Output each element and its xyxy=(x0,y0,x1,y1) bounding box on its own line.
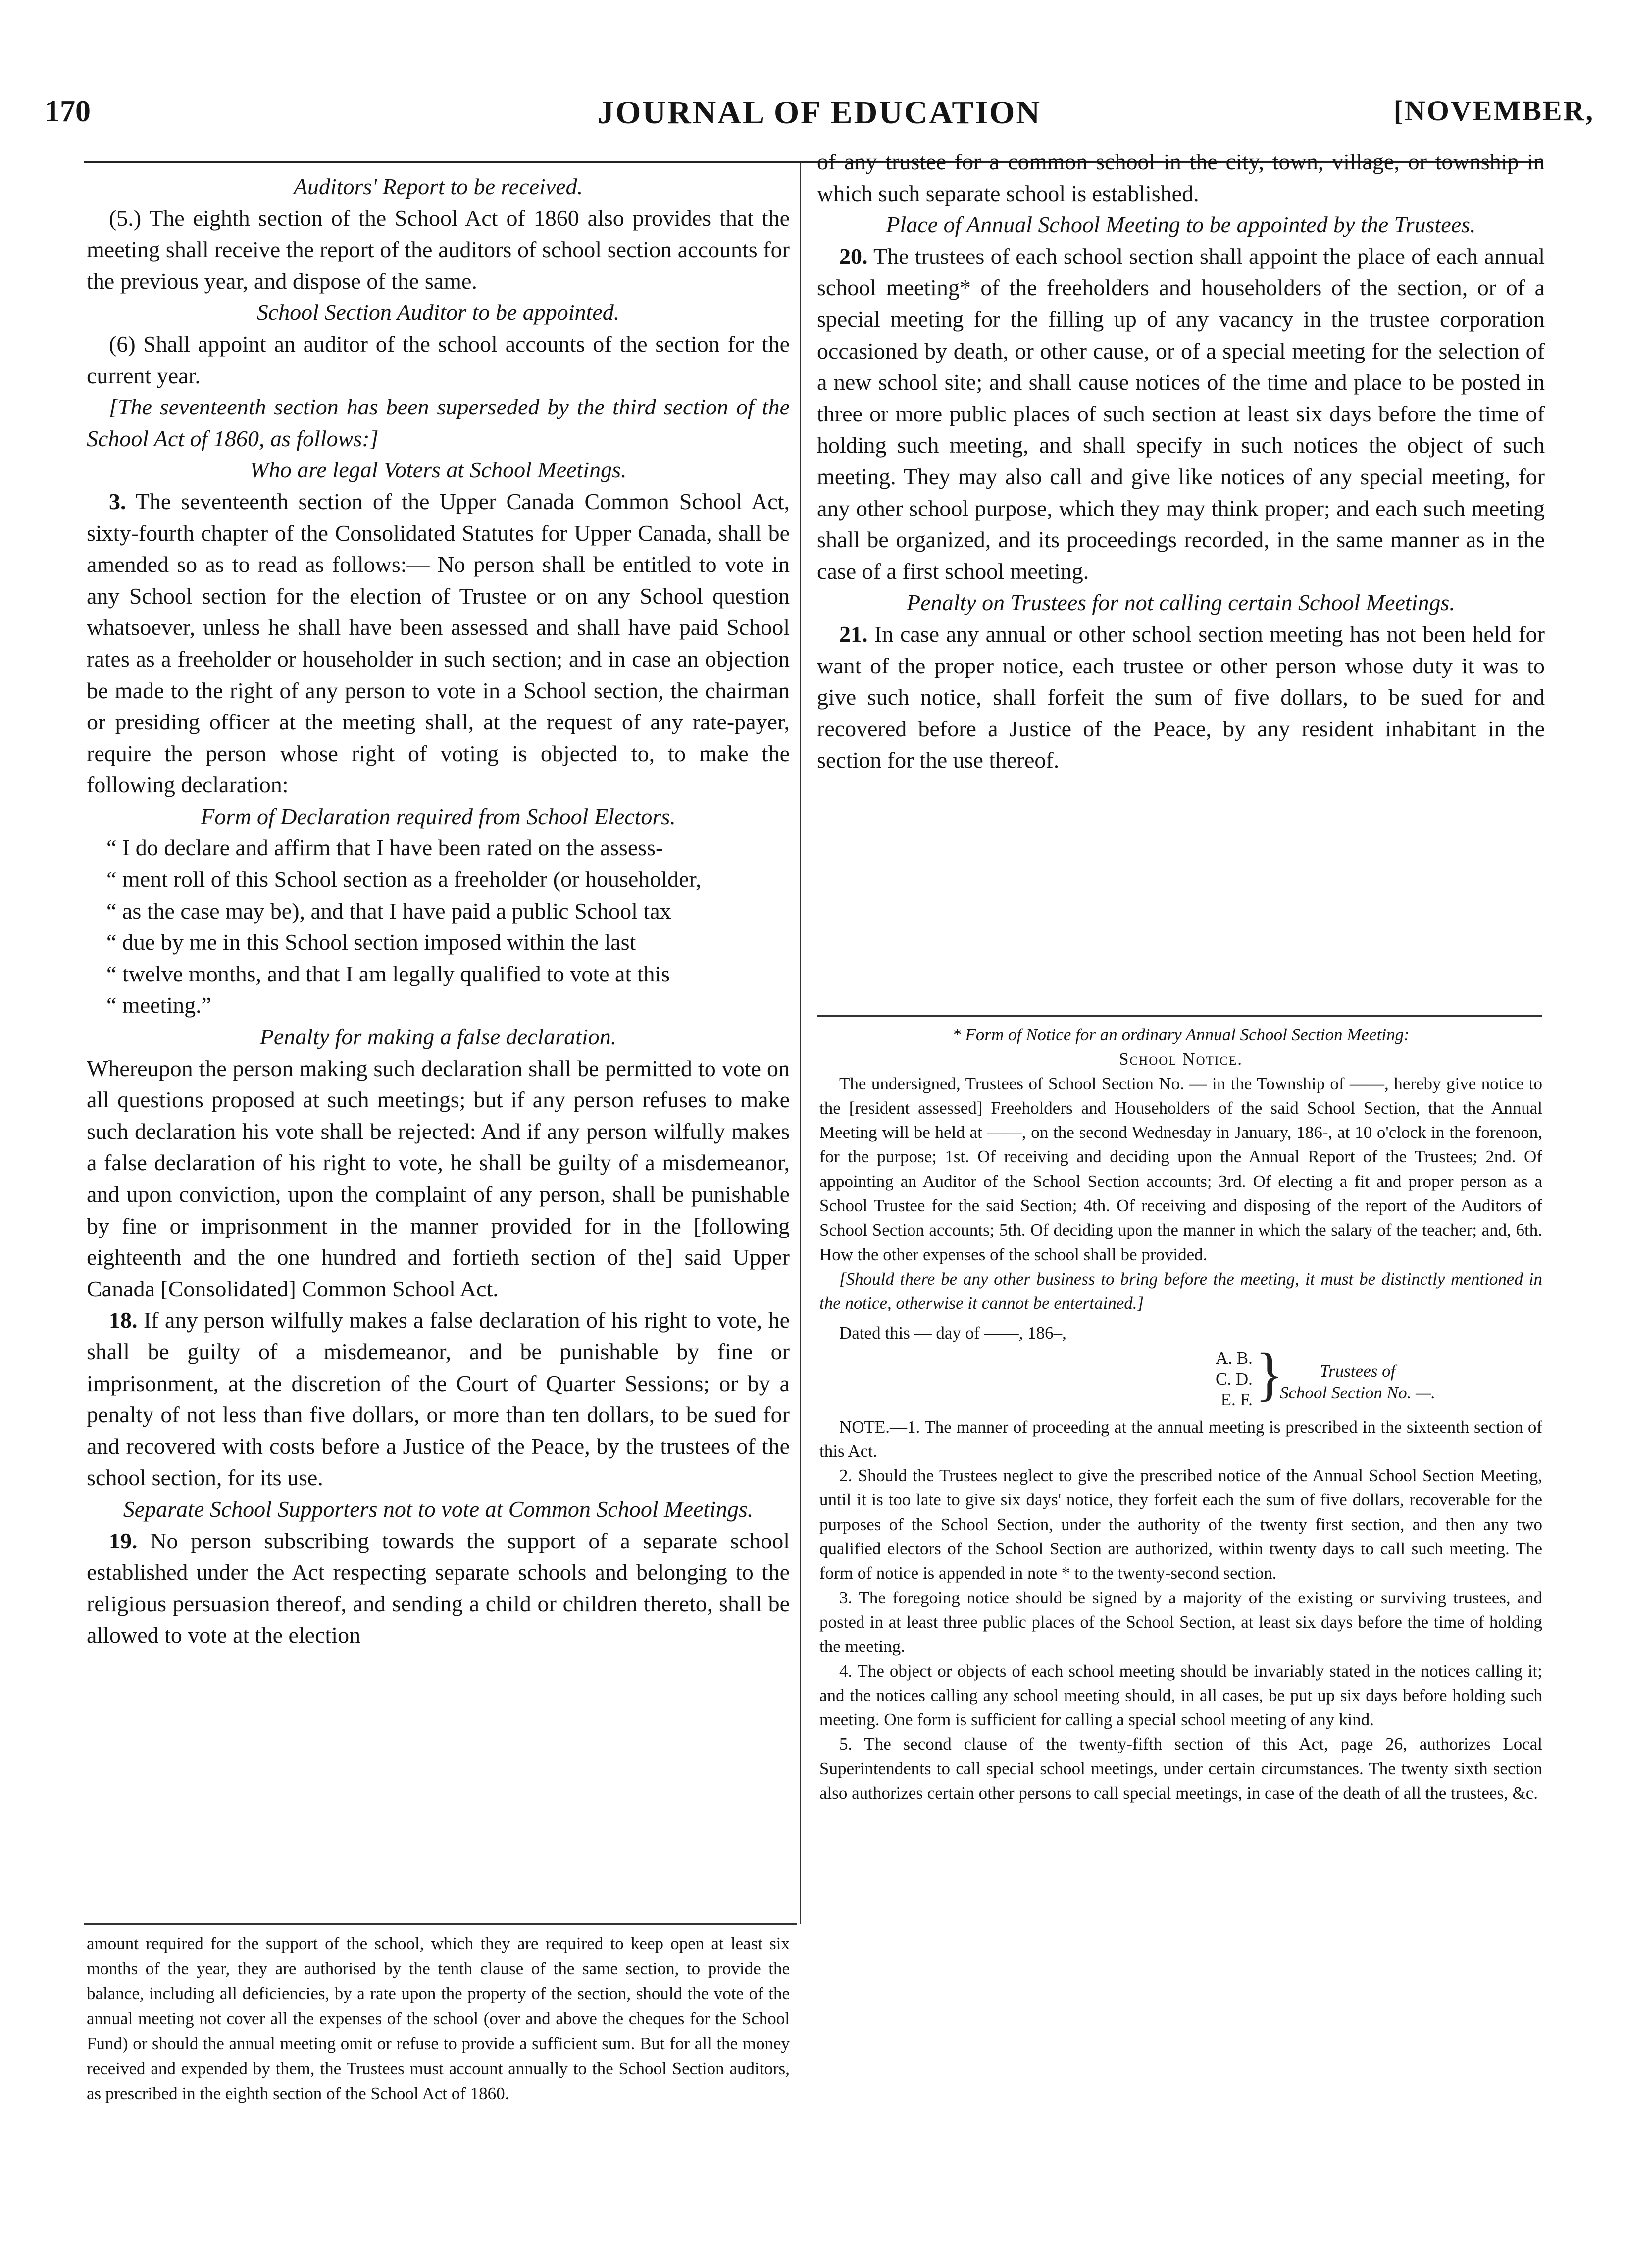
dated-line: Dated this — day of ——, 186–, xyxy=(839,1323,1066,1342)
signer: E. F. xyxy=(1220,1390,1253,1409)
paragraph-5: (5.) The eighth section of the School Act of 1860 also provides that the meeting shall receive the report of the auditors of school section accounts for the previous year, and dispose of the same. xyxy=(87,205,790,294)
left-footnote xyxy=(87,1931,790,2107)
note-1: NOTE.—1. The manner of proceeding at the annual meeting is prescribed in the sixteenth section of this Act. xyxy=(819,1417,1542,1461)
footnote-rule xyxy=(84,1923,797,1925)
section-text: The trustees of each school section shall appoint the place of each annual school meeting* of the freeholders and householders of the section, or of a special meeting for the filling up of any vacancy in the trustee corporation occasioned by death, or other cause, or of a special meeting for the selection of a new school site; and shall cause notices of the time and place to be posted in three or more public places of such section at least six days before the time of holding such meeting, and shall specify in such notices the object of such meeting. They may also call and give like notices of any special meeting, for any other school purpose, which they may think proper; and each such meeting shall be organized, and its proceedings recorded, in the same manner as in the case of a first school meeting. xyxy=(817,243,1545,584)
signer: A. B. xyxy=(1216,1348,1253,1368)
trustees-line: School Section No. —. xyxy=(1280,1383,1435,1402)
section-19-continued: of any trustee for a common school in the city, town, village, or township in which such separate school is established. xyxy=(817,149,1545,206)
journal-title: JOURNAL OF EDUCATION xyxy=(597,95,1042,131)
signer-initials xyxy=(1216,1348,1253,1410)
section-20 xyxy=(817,241,1545,587)
notice-rule xyxy=(817,1015,1542,1017)
column-divider xyxy=(800,163,801,1924)
declaration-line: “ twelve months, and that I am legally qualified to vote at this xyxy=(106,961,670,986)
section-text: No person subscribing towards the support of a separate school established under the Act respecting separate schools and belonging to the religious persuasion thereof, and sending a child or children thereto, shall be allowed to vote at the election xyxy=(87,1528,790,1648)
declaration-line: “ due by me in this School section imposed within the last xyxy=(106,929,636,955)
notice-title: * Form of Notice for an ordinary Annual School Section Meeting: xyxy=(952,1025,1410,1044)
trustees-caption xyxy=(1280,1360,1435,1404)
issue-month: [NOVEMBER, xyxy=(1393,95,1594,127)
heading-legal-voters: Who are legal Voters at School Meetings. xyxy=(250,457,627,483)
trustees-line: Trustees of xyxy=(1320,1361,1396,1381)
section-19 xyxy=(87,1525,790,1651)
section-number: 21. xyxy=(839,621,868,647)
right-column xyxy=(817,146,1545,776)
section-number: 18. xyxy=(109,1307,138,1333)
section-text: In case any annual or other school section meeting has not been held for want of the proper notice, each trustee or other person whose duty it was to give such notice, shall forfeit the sum of five dollars, to be sued for and recovered before a Justice of the Peace, by any resident inhabitant in the section for the use thereof. xyxy=(817,621,1545,773)
note-5: 5. The second clause of the twenty-fifth section of this Act, page 26, authorizes Local Superintendents to call special school meetings, under certain circumstances. The twenty sixth section also authorizes certain other persons to call special meetings, in case of the death of all the trustees, &c. xyxy=(819,1734,1542,1803)
signer: C. D. xyxy=(1216,1369,1253,1389)
editorial-bracket-note: [The seventeenth section has been superseded by the third section of the School Act of 1860, as follows:] xyxy=(87,394,790,451)
heading-penalty-trustees: Penalty on Trustees for not calling certain School Meetings. xyxy=(907,590,1455,616)
section-21 xyxy=(817,619,1545,776)
paragraph-6: (6) Shall appoint an auditor of the school accounts of the section for the current year. xyxy=(87,331,790,388)
section-18 xyxy=(87,1304,790,1494)
declaration-line: “ as the case may be), and that I have paid a public School tax xyxy=(106,898,671,924)
heading-form-declaration: Form of Declaration required from School Electors. xyxy=(201,803,676,829)
section-number: 3. xyxy=(109,488,126,514)
page-number: 170 xyxy=(45,95,91,128)
section-3 xyxy=(87,486,790,801)
section-number: 20. xyxy=(839,243,868,269)
declaration-line: “ I do declare and affirm that I have been rated on the assess- xyxy=(106,835,663,861)
section-number: 19. xyxy=(109,1528,138,1553)
paragraph-whereupon: Whereupon the person making such declaration shall be permitted to vote on all questions proposed at such meetings; but if any person refuses to make such declaration his vote shall be rejected: And if any person wilfully makes a false declaration of his right to vote, he shall be guilty of a misdemeanor, and upon conviction, upon the complaint of any person, shall be punishable by fine or imprisonment in the manner provided for in the [following eighteenth and the one hundred and fortieth section of the] said Upper Canada [Consolidated] Common School Act. xyxy=(87,1055,790,1301)
section-text: The seventeenth section of the Upper Canada Common School Act, sixty-fourth chapter of the Consolidated Statutes for Upper Canada, shall be amended so as to read as follows:— No person shall be entitled to vote in any School section for the election of Trustee or on any School question whatsoever, unless he shall have been assessed and shall have paid School rates as a freeholder or householder in such section; and in case an objection be made to the right of any person to vote in a School section, the chairman or presiding officer at the meeting shall, at the request of any rate-payer, require the person whose right of voting is objected to, to make the following declaration: xyxy=(87,488,790,798)
signature-block xyxy=(819,1321,1542,1415)
heading-separate-school: Separate School Supporters not to vote at Common School Meetings. xyxy=(123,1496,754,1522)
declaration-line: “ ment roll of this School section as a freeholder (or householder, xyxy=(106,867,702,892)
note-4: 4. The object or objects of each school meeting should be invariably stated in the notices calling it; and the notices calling any school meeting should, in all cases, be put up six days before holding such meeting. One form is sufficient for calling a special school meeting of any kind. xyxy=(819,1661,1542,1730)
left-column xyxy=(87,171,790,1651)
heading-auditors-report: Auditors' Report to be received. xyxy=(293,174,583,199)
notes-list xyxy=(819,1415,1542,1805)
note-2: 2. Should the Trustees neglect to give the prescribed notice of the Annual School Section Meeting, until it is too late to give six days' notice, they forfeit each the sum of five dollars, recoverable for the purposes of the School Section, under the authority of the twenty first section, and then any two qualified electors of the School Section are authorized, within twenty days to call such meeting. The form of notice is appended in note * to the twenty-second section. xyxy=(819,1466,1542,1583)
note-3: 3. The foregoing notice should be signed by a majority of the existing or surviving trustees, and posted in at least three public places of the School Section, at least six days before the time of holding the meeting. xyxy=(819,1588,1542,1656)
notice-heading: School Notice. xyxy=(1119,1049,1243,1069)
heading-penalty-false-declaration: Penalty for making a false declaration. xyxy=(259,1024,617,1050)
running-header xyxy=(45,94,1594,139)
declaration-text xyxy=(87,832,790,1021)
heading-place-of-meeting: Place of Annual School Meeting to be appointed by the Trustees. xyxy=(886,212,1476,238)
notice-bracket: [Should there be any other business to bring before the meeting, it must be distinctly mentioned in the notice, otherwise it cannot be entertained.] xyxy=(819,1269,1542,1313)
declaration-line: “ meeting.” xyxy=(106,992,212,1018)
footnote-text: amount required for the support of the school, which they are required to keep open at least six months of the year, they are authorised by the tenth clause of the same section, to provide the balance, including all deficiencies, by a rate upon the property of the section, should the vote of the annual meeting not cover all the expenses of the school (over and above the cheques for the School Fund) or should the annual meeting omit or refuse to provide a sufficient sum. But for all the money received and expended by them, the Trustees must account annually to the School Section auditors, as prescribed in the eighth section of the School Act of 1860. xyxy=(87,1934,790,2103)
brace-glyph: } xyxy=(1255,1340,1284,1407)
notice-form xyxy=(819,1023,1542,1805)
notice-body: The undersigned, Trustees of School Section No. — in the Township of ——, hereby give notice to the [resident assessed] Freeholders and Householders of the said School Section, that the Annual Meeting will be held at ——, on the second Wednesday in January, 186-, at 10 o'clock in the forenoon, for the purpose; 1st. Of receiving and deciding upon the Annual Report of the Trustees; 2nd. Of appointing an Auditor of the School Section accounts; 3rd. Of electing a fit and proper person as a School Trustee for the said Section; 4th. Of receiving and disposing of the report of the Auditors of School Section accounts; 5th. Of deciding upon the manner in which the salary of the teacher; and, 6th. How the other expenses of the school shall be provided. xyxy=(819,1074,1542,1264)
heading-auditor-appointed: School Section Auditor to be appointed. xyxy=(256,300,620,325)
section-text: If any person wilfully makes a false declaration of his right to vote, he shall be guilty of a misdemeanor, and be punishable by fine or imprisonment, at the discretion of the Court of Quarter Sessions; or by a penalty of not less than five dollars, or more than ten dollars, to be sued for and recovered with costs before a Justice of the Peace, by the trustees of the school section, for its use. xyxy=(87,1307,790,1491)
